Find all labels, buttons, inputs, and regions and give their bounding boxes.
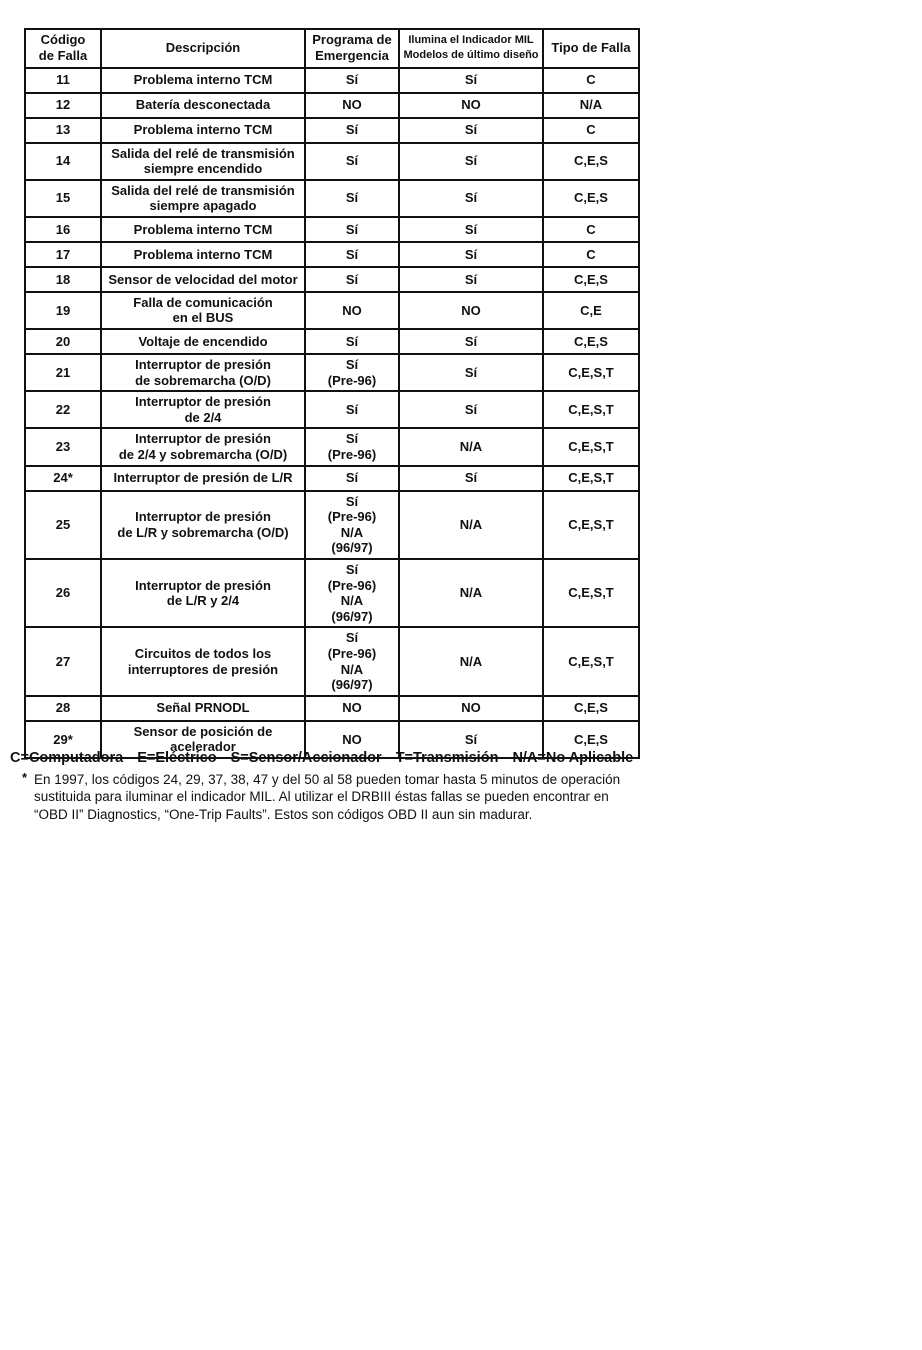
cell-tipo-de-falla: C,E,S,T — [543, 491, 639, 559]
footnote — [20, 771, 660, 823]
table-row — [25, 242, 639, 267]
cell-codigo-de-falla: 14 — [25, 143, 101, 180]
cell-descripcion: Salida del relé de transmisión siempre encendido — [101, 143, 305, 180]
cell-ilumina-indicador-mil: NO — [399, 93, 543, 118]
column-header-tipo-de-falla: Tipo de Falla — [543, 29, 639, 68]
footnote-text: En 1997, los códigos 24, 29, 37, 38, 47 y del 50 al 58 pueden tomar hasta 5 minutos de operación sustituida para iluminar el indicador MIL. Al utilizar el DRBIII éstas fallas se pueden encontrar en “OBD II” Diagnostics, “One-Trip Faults”. Estos son códigos OBD II aun sin madurar. — [34, 772, 621, 822]
cell-descripcion: Señal PRNODL — [101, 696, 305, 721]
cell-ilumina-indicador-mil: Sí — [399, 143, 543, 180]
cell-programa-de-emergencia: Sí — [305, 143, 399, 180]
cell-tipo-de-falla: N/A — [543, 93, 639, 118]
cell-ilumina-indicador-mil: Sí — [399, 118, 543, 143]
cell-ilumina-indicador-mil: Sí — [399, 329, 543, 354]
fault-type-legend — [10, 750, 633, 766]
cell-descripcion: Interruptor de presión de L/R y 2/4 — [101, 559, 305, 627]
cell-programa-de-emergencia: Sí — [305, 68, 399, 93]
cell-tipo-de-falla: C,E,S — [543, 721, 639, 758]
cell-programa-de-emergencia: Sí — [305, 118, 399, 143]
cell-descripcion: Sensor de posición de acelerador — [101, 721, 305, 758]
cell-descripcion: Sensor de velocidad del motor — [101, 267, 305, 292]
table-row — [25, 491, 639, 559]
cell-codigo-de-falla: 13 — [25, 118, 101, 143]
cell-tipo-de-falla: C — [543, 242, 639, 267]
cell-codigo-de-falla: 29* — [25, 721, 101, 758]
cell-descripcion: Salida del relé de transmisión siempre apagado — [101, 180, 305, 217]
table-row — [25, 118, 639, 143]
cell-codigo-de-falla: 16 — [25, 217, 101, 242]
cell-programa-de-emergencia: Sí (Pre-96) — [305, 428, 399, 465]
cell-ilumina-indicador-mil: Sí — [399, 68, 543, 93]
legend-item: T=Transmisión — [395, 750, 499, 766]
cell-descripcion: Circuitos de todos los interruptores de presión — [101, 627, 305, 695]
cell-codigo-de-falla: 25 — [25, 491, 101, 559]
cell-programa-de-emergencia: Sí — [305, 329, 399, 354]
column-header-programa-de-emergencia: Programa de Emergencia — [305, 29, 399, 68]
cell-tipo-de-falla: C — [543, 68, 639, 93]
column-header-ilumina-indicador-mil: Ilumina el Indicador MIL Modelos de último diseño — [399, 29, 543, 68]
cell-ilumina-indicador-mil: N/A — [399, 428, 543, 465]
cell-tipo-de-falla: C,E,S — [543, 696, 639, 721]
table-row — [25, 627, 639, 695]
cell-descripcion: Falla de comunicación en el BUS — [101, 292, 305, 329]
table-row — [25, 696, 639, 721]
table-row — [25, 559, 639, 627]
cell-tipo-de-falla: C,E,S — [543, 180, 639, 217]
legend-item: E=Eléctrico — [137, 750, 217, 766]
table-row — [25, 68, 639, 93]
cell-programa-de-emergencia: NO — [305, 292, 399, 329]
cell-tipo-de-falla: C,E,S,T — [543, 627, 639, 695]
cell-codigo-de-falla: 11 — [25, 68, 101, 93]
cell-programa-de-emergencia: Sí — [305, 391, 399, 428]
fault-table-head — [25, 29, 639, 68]
cell-codigo-de-falla: 24* — [25, 466, 101, 491]
cell-tipo-de-falla: C — [543, 217, 639, 242]
cell-ilumina-indicador-mil: N/A — [399, 627, 543, 695]
cell-programa-de-emergencia: NO — [305, 696, 399, 721]
table-row — [25, 217, 639, 242]
cell-programa-de-emergencia: Sí — [305, 180, 399, 217]
table-row — [25, 354, 639, 391]
cell-descripcion: Batería desconectada — [101, 93, 305, 118]
cell-ilumina-indicador-mil: Sí — [399, 466, 543, 491]
table-row — [25, 428, 639, 465]
cell-codigo-de-falla: 26 — [25, 559, 101, 627]
cell-tipo-de-falla: C,E,S — [543, 329, 639, 354]
cell-programa-de-emergencia: NO — [305, 721, 399, 758]
cell-programa-de-emergencia: Sí — [305, 217, 399, 242]
cell-tipo-de-falla: C,E,S,T — [543, 466, 639, 491]
cell-programa-de-emergencia: Sí (Pre-96) N/A (96/97) — [305, 559, 399, 627]
cell-descripcion: Voltaje de encendido — [101, 329, 305, 354]
table-row — [25, 466, 639, 491]
cell-programa-de-emergencia: Sí — [305, 242, 399, 267]
column-header-descripcion: Descripción — [101, 29, 305, 68]
table-row — [25, 93, 639, 118]
cell-programa-de-emergencia: Sí — [305, 267, 399, 292]
column-header-codigo-de-falla: Código de Falla — [25, 29, 101, 68]
cell-ilumina-indicador-mil: Sí — [399, 721, 543, 758]
legend-item: N/A=No Aplicable — [512, 750, 634, 766]
cell-ilumina-indicador-mil: NO — [399, 292, 543, 329]
cell-tipo-de-falla: C — [543, 118, 639, 143]
cell-codigo-de-falla: 21 — [25, 354, 101, 391]
cell-descripcion: Problema interno TCM — [101, 217, 305, 242]
cell-codigo-de-falla: 18 — [25, 267, 101, 292]
cell-codigo-de-falla: 22 — [25, 391, 101, 428]
cell-descripcion: Interruptor de presión de sobremarcha (O/D) — [101, 354, 305, 391]
cell-codigo-de-falla: 15 — [25, 180, 101, 217]
cell-ilumina-indicador-mil: Sí — [399, 217, 543, 242]
cell-codigo-de-falla: 28 — [25, 696, 101, 721]
cell-ilumina-indicador-mil: Sí — [399, 354, 543, 391]
cell-codigo-de-falla: 17 — [25, 242, 101, 267]
cell-descripcion: Interruptor de presión de L/R y sobremarcha (O/D) — [101, 491, 305, 559]
legend-item: S=Sensor/Accionador — [230, 750, 382, 766]
cell-codigo-de-falla: 27 — [25, 627, 101, 695]
cell-codigo-de-falla: 23 — [25, 428, 101, 465]
cell-codigo-de-falla: 19 — [25, 292, 101, 329]
cell-tipo-de-falla: C,E,S,T — [543, 354, 639, 391]
cell-tipo-de-falla: C,E,S,T — [543, 559, 639, 627]
cell-tipo-de-falla: C,E — [543, 292, 639, 329]
table-row — [25, 329, 639, 354]
cell-descripcion: Interruptor de presión de 2/4 y sobremarcha (O/D) — [101, 428, 305, 465]
cell-ilumina-indicador-mil: N/A — [399, 559, 543, 627]
cell-tipo-de-falla: C,E,S — [543, 143, 639, 180]
cell-codigo-de-falla: 12 — [25, 93, 101, 118]
table-row — [25, 143, 639, 180]
legend-item: C=Computadora — [10, 750, 124, 766]
cell-ilumina-indicador-mil: N/A — [399, 491, 543, 559]
table-row — [25, 180, 639, 217]
cell-ilumina-indicador-mil: Sí — [399, 391, 543, 428]
cell-programa-de-emergencia: Sí (Pre-96) N/A (96/97) — [305, 491, 399, 559]
cell-programa-de-emergencia: Sí (Pre-96) N/A (96/97) — [305, 627, 399, 695]
cell-ilumina-indicador-mil: Sí — [399, 242, 543, 267]
cell-programa-de-emergencia: Sí (Pre-96) — [305, 354, 399, 391]
fault-table-body — [25, 68, 639, 758]
cell-descripcion: Interruptor de presión de L/R — [101, 466, 305, 491]
cell-ilumina-indicador-mil: NO — [399, 696, 543, 721]
header-row — [25, 29, 639, 68]
cell-codigo-de-falla: 20 — [25, 329, 101, 354]
cell-tipo-de-falla: C,E,S,T — [543, 391, 639, 428]
cell-programa-de-emergencia: Sí — [305, 466, 399, 491]
table-row — [25, 267, 639, 292]
cell-ilumina-indicador-mil: Sí — [399, 180, 543, 217]
fault-code-table — [24, 28, 640, 759]
cell-descripcion: Problema interno TCM — [101, 118, 305, 143]
cell-tipo-de-falla: C,E,S — [543, 267, 639, 292]
cell-tipo-de-falla: C,E,S,T — [543, 428, 639, 465]
cell-ilumina-indicador-mil: Sí — [399, 267, 543, 292]
cell-descripcion: Interruptor de presión de 2/4 — [101, 391, 305, 428]
table-row — [25, 391, 639, 428]
cell-programa-de-emergencia: NO — [305, 93, 399, 118]
table-row — [25, 292, 639, 329]
cell-descripcion: Problema interno TCM — [101, 242, 305, 267]
cell-descripcion: Problema interno TCM — [101, 68, 305, 93]
footnote-marker: * — [22, 770, 28, 785]
